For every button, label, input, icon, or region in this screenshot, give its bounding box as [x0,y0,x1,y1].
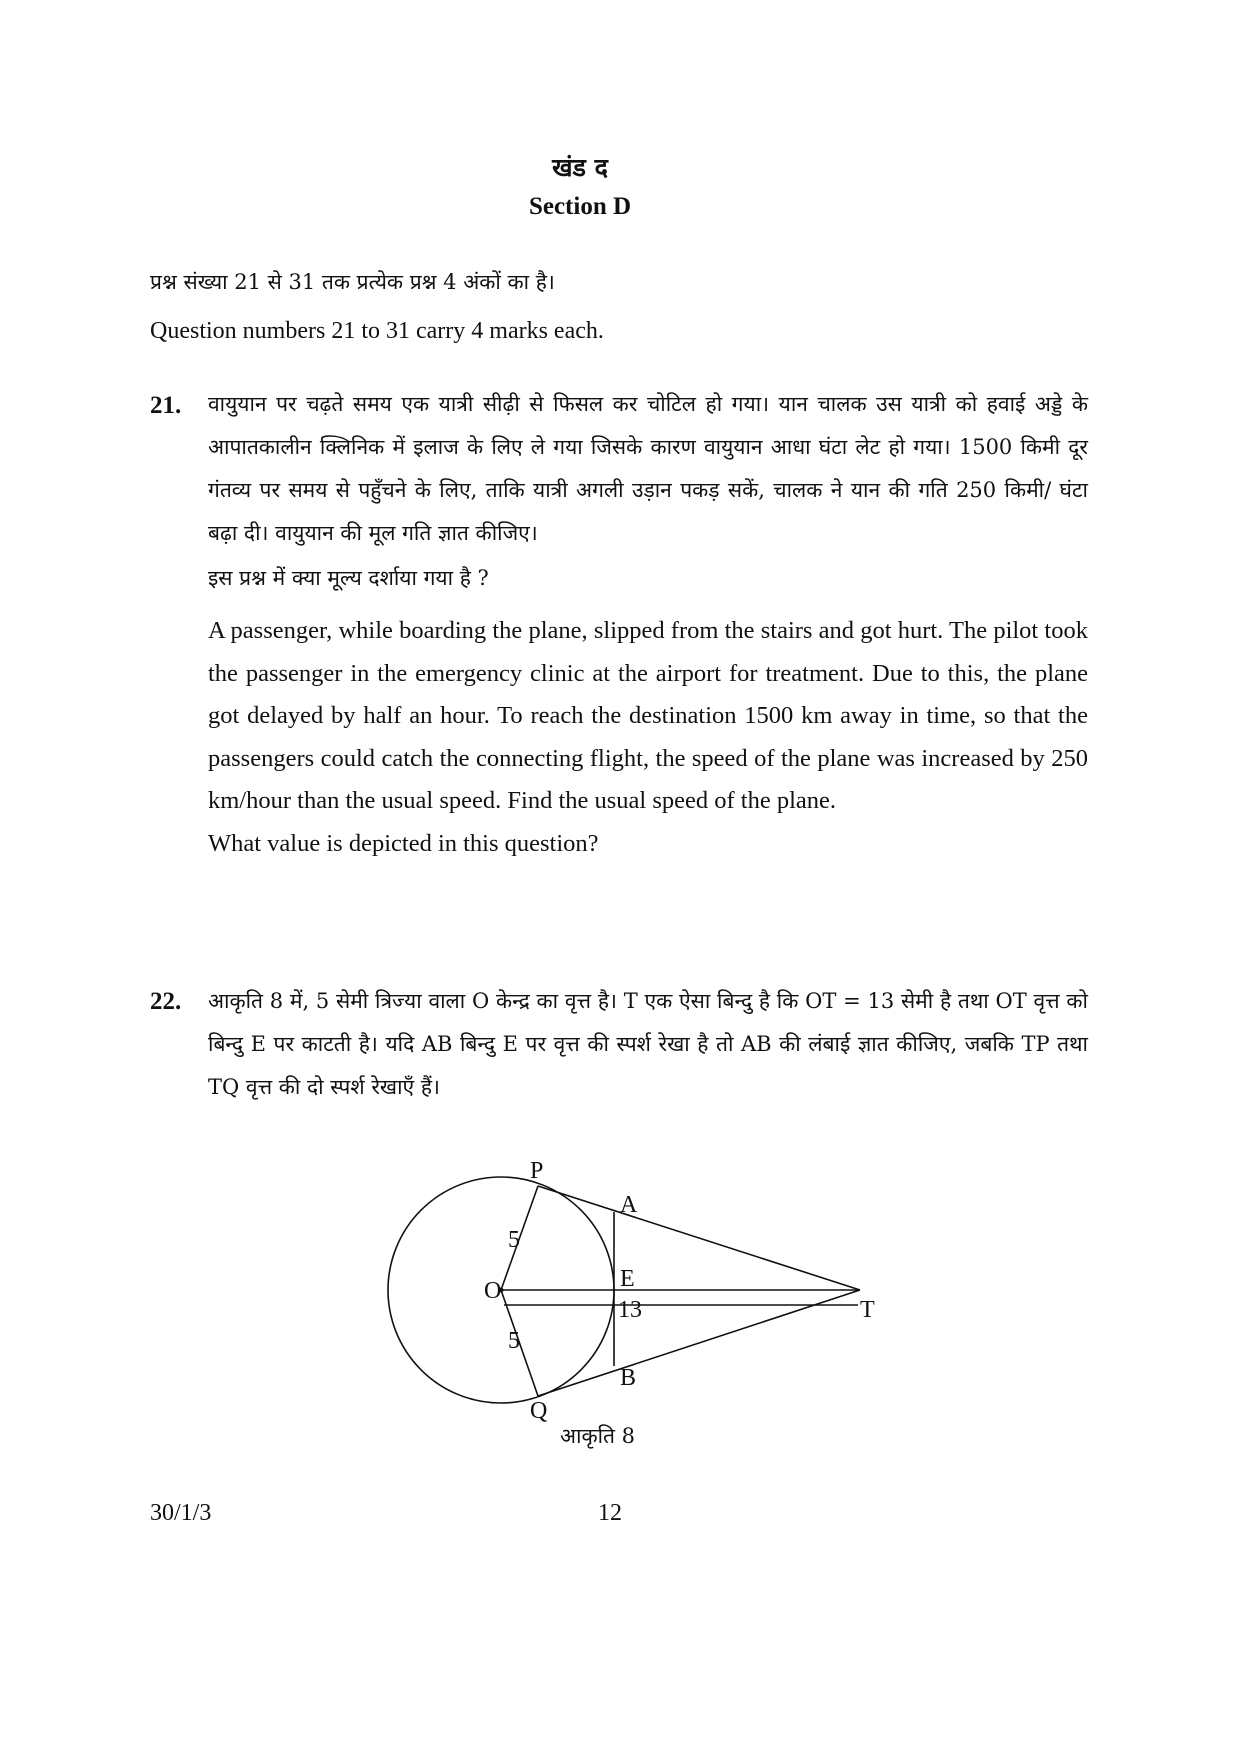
label-radius-bottom: 5 [508,1328,520,1354]
label-o: O [484,1278,502,1304]
question-21-english-text: A passenger, while boarding the plane, slipped from the stairs and got hurt. The pilot took the passenger in the emergency clinic at the airport for treatment. Due to this, the plane got delayed by half an hour. To reach the destination 1500 km away in time, so that the passengers could catch the connecting flight, the speed of the plane was increased by 250 km/hour than the usual speed. Find the usual speed of the plane. [208,617,1088,814]
label-t: T [860,1297,875,1323]
section-title-english: Section D [528,193,632,220]
tangent-tp [538,1186,860,1290]
label-q: Q [530,1398,548,1424]
label-radius-top: 5 [508,1227,520,1253]
tangent-tq [538,1290,860,1396]
question-number: 22. [150,988,182,1015]
label-e: E [620,1266,635,1292]
label-a: A [620,1192,638,1218]
question-number: 21. [150,392,182,419]
label-p: P [530,1158,544,1184]
footer-code: 30/1/3 [150,1500,212,1526]
question-21-body [208,383,1088,865]
label-b: B [620,1365,637,1391]
question-22-hindi-text: आकृति 8 में, 5 सेमी त्रिज्या वाला O केन्द्र का वृत्त है। T एक ऐसा बिन्दु है कि OT = 13 सेमी है तथा OT वृत्त को बिन्दु E पर काटती है। यदि AB बिन्दु E पर वृत्त की स्पर्श रेखा है तो AB की लंबाई ज्ञात कीजिए, जबकि TP तथा TQ वृत्त की दो स्पर्श रेखाएँ हैं। [208,989,1088,1099]
figure-caption: आकृति 8 [560,1424,636,1448]
question-22-body [208,980,1088,1109]
intro-english: Question numbers 21 to 31 carry 4 marks each. [150,318,604,344]
question-21-english-value-question: What value is depicted in this question? [208,829,599,857]
intro-hindi: प्रश्न संख्या 21 से 31 तक प्रत्येक प्रश्न 4 अंकों का है। [150,270,555,294]
question-21-hindi-text: वायुयान पर चढ़ते समय एक यात्री सीढ़ी से फिसल कर चोटिल हो गया। यान चालक उस यात्री को हवाई अड्डे के आपातकालीन क्लिनिक में इलाज के लिए ले गया जिसके कारण वायुयान आधा घंटा लेट हो गया। 1500 किमी दूर गंतव्य पर समय से पहुँचने के लिए, ताकि यात्री अगली उड़ान पकड़ सकें, चालक ने यान की गति 250 किमी/ घंटा बढ़ा दी। वायुयान की मूल गति ज्ञात कीजिए। [208,392,1088,545]
question-21-hindi-value-question: इस प्रश्न में क्या मूल्य दर्शाया गया है ? [208,566,489,590]
figure-8-diagram [380,1140,880,1430]
page-number: 12 [598,1500,622,1526]
section-title-hindi: खंड द [552,153,608,182]
label-ot-length: 13 [618,1297,642,1323]
